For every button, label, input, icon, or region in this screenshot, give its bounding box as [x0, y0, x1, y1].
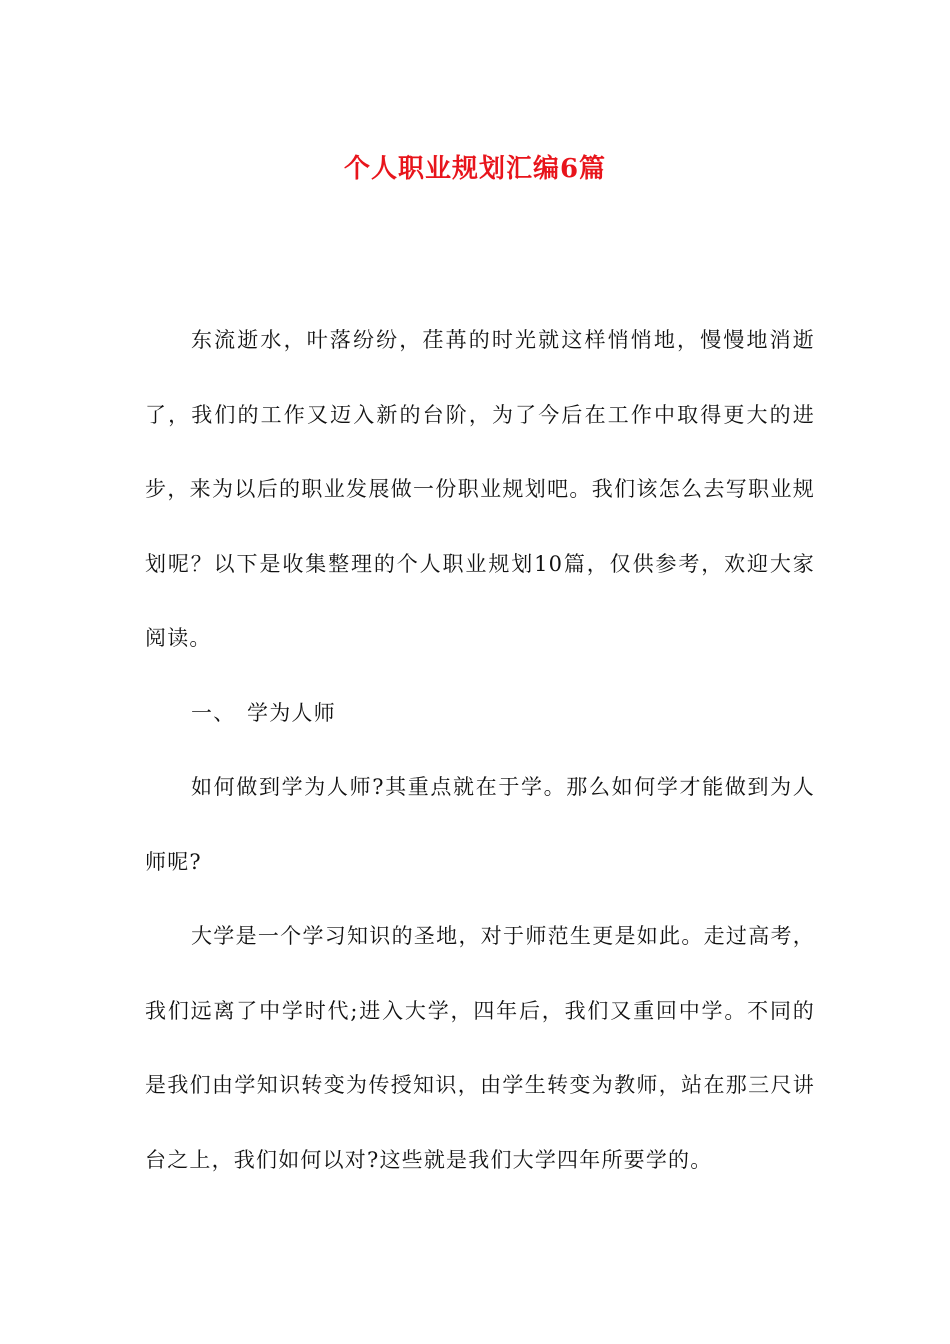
section-paragraph-2: 大学是一个学习知识的圣地，对于师范生更是如此。走过高考，我们远离了中学时代;进入大学，四年后，我们又重回中学。不同的是我们由学知识转变为传授知识，由学生转变为教师，站在那三尺讲台之上，我们如何以对?这些就是我们大学四年所要学的。 [145, 924, 815, 1172]
intro-paragraph: 东流逝水，叶落纷纷，荏苒的时光就这样悄悄地，慢慢地消逝了，我们的工作又迈入新的台阶，为了今后在工作中取得更大的进步，来为以后的职业发展做一份职业规划吧。我们该怎么去写职业规划呢？以下是收集整理的个人职业规划10篇，仅供参考，欢迎大家阅读。 [145, 328, 815, 650]
section-paragraph-1: 如何做到学为人师?其重点就在于学。那么如何学才能做到为人师呢? [145, 775, 815, 874]
section-heading [145, 676, 815, 751]
section-number: 一、 [191, 700, 236, 725]
section-title: 学为人师 [247, 700, 336, 725]
document-title: 个人职业规划汇编6篇 [343, 154, 607, 185]
document-body [145, 303, 815, 1197]
